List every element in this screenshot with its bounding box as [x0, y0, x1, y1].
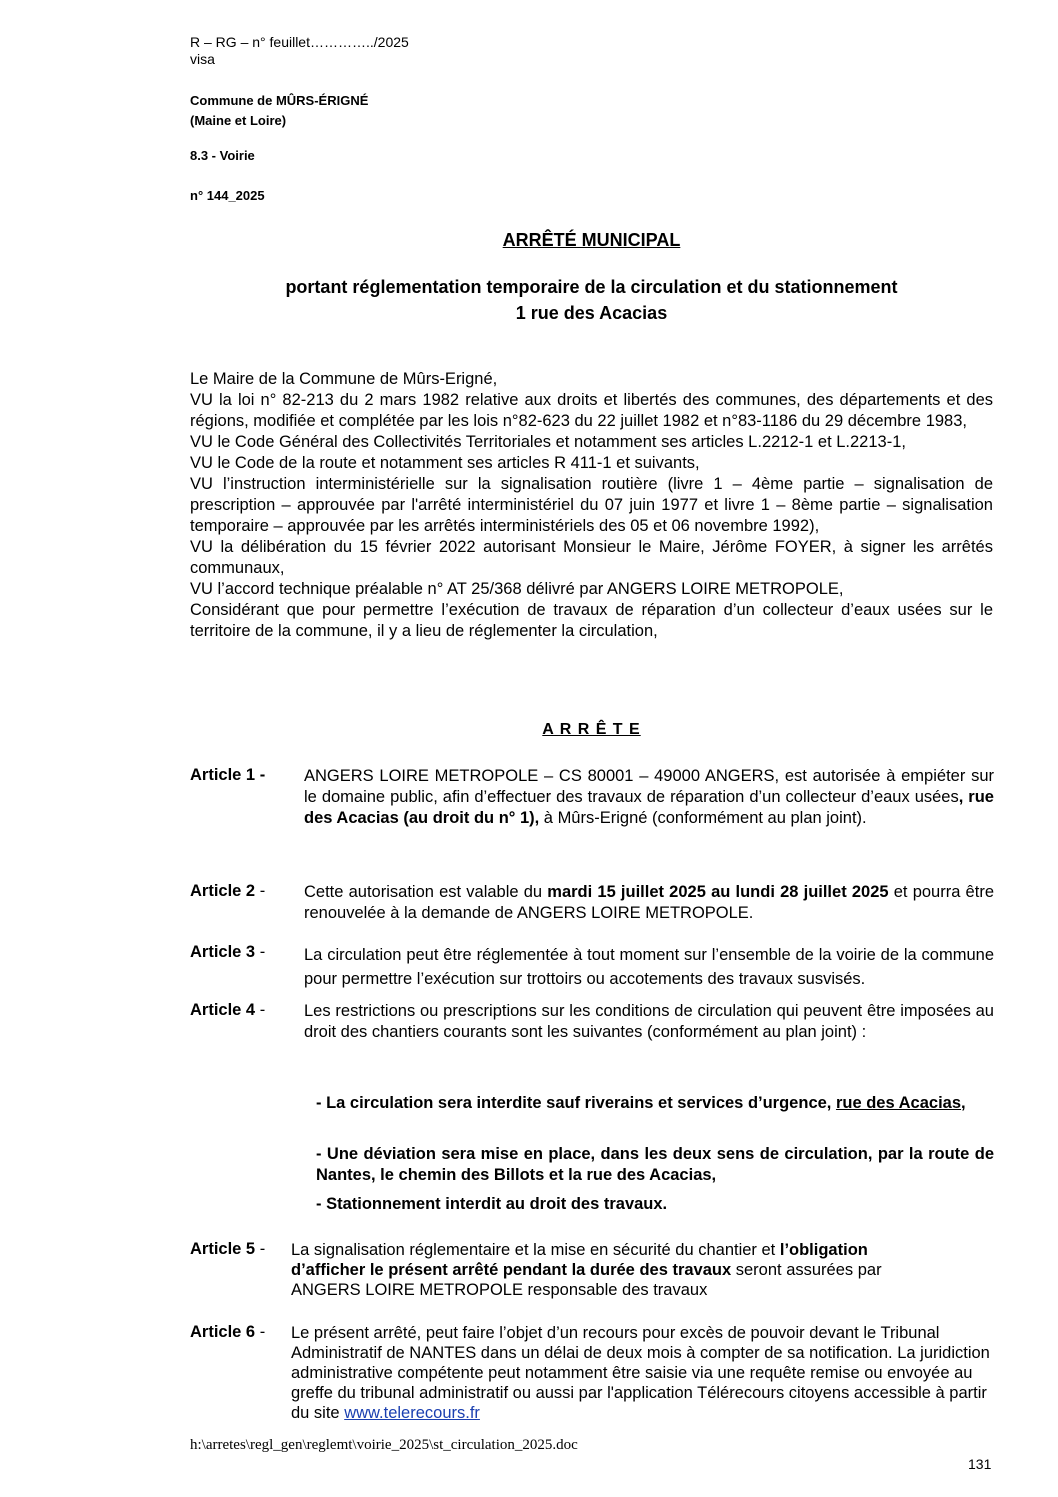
item-1-street: rue des Acacias	[835, 1094, 962, 1112]
article-4-item-3: - Stationnement interdit au droit des travaux.	[316, 1195, 668, 1213]
preamble-vu-deliberation: VU la délibération du 15 février 2022 autorisant Monsieur le Maire, Jérôme FOYER, à signer les arrêtés communaux,	[190, 538, 993, 577]
item-1-end: ,	[961, 1094, 966, 1112]
article-5-body	[291, 1240, 931, 1300]
arrete-heading: A R R Ê T E	[542, 721, 641, 738]
category-label: 8.3 - Voirie	[190, 148, 255, 163]
feuillet-line	[190, 34, 409, 68]
article-6-label	[190, 1323, 265, 1342]
article-6-text: Le présent arrêté, peut faire l’objet d’un recours pour excès de pouvoir devant le Tribunal Administratif de NANTES dans un délai de deux mois à compter de sa notification. La juridiction administrative compétente peut notamment être saisie via une requête remise ou envoyée au greffe du tribunal administratif ou aussi par l'application Télérecours citoyens accessible à partir du site	[291, 1324, 990, 1422]
article-5-label-text: Article 5	[190, 1240, 256, 1258]
document-title: ARRÊTÉ MUNICIPAL	[502, 230, 681, 250]
article-2-text: Cette autorisation est valable du	[304, 883, 548, 901]
preamble-vu-cgct: VU le Code Général des Collectivités Territoriales et notamment ses articles L.2212-1 et L.2213-1,	[190, 433, 906, 451]
article-1-bold: , rue des Acacias (au droit du n° 1),	[304, 788, 994, 827]
article-1-label	[190, 766, 265, 785]
article-1-text: ANGERS LOIRE METROPOLE – CS 80001 – 49000 ANGERS, est autorisée à empiéter sur le domaine public, afin d’effectuer des travaux de réparation d’un collecteur d’eaux usées	[304, 767, 994, 806]
article-5-text: La signalisation réglementaire et la mise en sécurité du chantier et	[291, 1241, 780, 1259]
preamble-considerant: Considérant que pour permettre l’exécution de travaux de réparation d’un collecteur d’eaux usées sur le territoire de la commune, il y a lieu de réglementer la circulation,	[190, 601, 993, 640]
article-4-body: Les restrictions ou prescriptions sur les conditions de circulation qui peuvent être imposées au droit des chantiers courants sont les suivantes (conformément au plan joint) :	[304, 1002, 994, 1041]
arrete-number: n° 144_2025	[190, 188, 265, 203]
article-1-body	[304, 766, 994, 829]
article-4-item-1	[316, 1093, 994, 1114]
article-4-label-text: Article 4	[190, 1001, 256, 1019]
item-1-text: - La circulation sera interdite sauf riverains et services d’urgence,	[316, 1094, 836, 1112]
article-1-label-text: Article 1	[190, 766, 256, 784]
feuillet-text: R – RG – n° feuillet…………../2025	[190, 34, 409, 50]
article-5-dash: -	[255, 1240, 266, 1258]
article-4-dash: -	[255, 1001, 266, 1019]
subtitle-line-2: 1 rue des Acacias	[515, 303, 668, 323]
article-6-dash: -	[255, 1323, 266, 1341]
subtitle-line-1: portant réglementation temporaire de la circulation et du stationnement	[285, 277, 898, 297]
article-2-label	[190, 882, 265, 901]
article-5-label	[190, 1240, 265, 1259]
article-3-label	[190, 943, 265, 962]
preamble-vu-loi: VU la loi n° 82-213 du 2 mars 1982 relative aux droits et libertés des communes, des départements et des régions, modifiée et complétée par les lois n°82-623 du 22 juillet 1982 et n°83-1186 du 29 décembre 1983,	[190, 391, 993, 430]
article-1-dash: -	[255, 766, 266, 784]
file-path: h:\arretes\regl_gen\reglemt\voirie_2025\st_circulation_2025.doc	[190, 1437, 578, 1453]
article-5-text-end: seront assurées par ANGERS LOIRE METROPOLE responsable des travaux	[291, 1261, 882, 1299]
article-5-bold: l’obligation d’afficher le présent arrêté pendant la durée des travaux	[291, 1241, 868, 1279]
preamble	[190, 369, 993, 642]
article-1-text-end: à Mûrs-Erigné (conformément au plan joint).	[539, 809, 867, 827]
commune-block	[190, 91, 368, 131]
department-name: (Maine et Loire)	[190, 113, 287, 128]
preamble-vu-accord: VU l’accord technique préalable n° AT 25/368 délivré par ANGERS LOIRE METROPOLE,	[190, 580, 844, 598]
commune-name: Commune de MÛRS-ÉRIGNÉ	[190, 93, 369, 108]
article-3-label-text: Article 3	[190, 943, 256, 961]
preamble-vu-code-route: VU le Code de la route et notamment ses articles R 411-1 et suivants,	[190, 454, 700, 472]
article-2-dates: mardi 15 juillet 2025 au lundi 28 juillet 2025	[547, 883, 889, 901]
article-2-dash: -	[255, 882, 266, 900]
article-4-item-2: - Une déviation sera mise en place, dans les deux sens de circulation, par la route de Nantes, le chemin des Billots et la rue des Acacias,	[316, 1145, 994, 1184]
page-number: 131	[968, 1456, 992, 1472]
article-2-label-text: Article 2	[190, 882, 256, 900]
visa-text: visa	[190, 51, 215, 67]
article-6-label-text: Article 6	[190, 1323, 256, 1341]
preamble-maire: Le Maire de la Commune de Mûrs-Erigné,	[190, 370, 498, 388]
article-6-body	[291, 1323, 991, 1423]
article-4-label	[190, 1001, 265, 1020]
article-2-body	[304, 882, 994, 924]
article-3-body: La circulation peut être réglementée à tout moment sur l’ensemble de la voirie de la commune pour permettre l’exécution sur trottoirs ou accotements des travaux susvisés.	[304, 946, 994, 988]
telerecours-link[interactable]: www.telerecours.fr	[344, 1404, 480, 1422]
document-subtitle	[190, 274, 993, 326]
article-3-dash: -	[255, 943, 266, 961]
article-2-text-end: et pourra être renouvelée à la demande de ANGERS LOIRE METROPOLE.	[304, 883, 994, 922]
preamble-vu-instruction: VU l’instruction interministérielle sur la signalisation routière (livre 1 – 4ème partie – signalisation de prescription – approuvée par l'arrêté interministériel du 07 juin 1977 et livre 1 – 8ème partie – signalisation temporaire – approuvée par les arrêtés interministériels des 05 et 06 novembre 1992),	[190, 475, 993, 535]
